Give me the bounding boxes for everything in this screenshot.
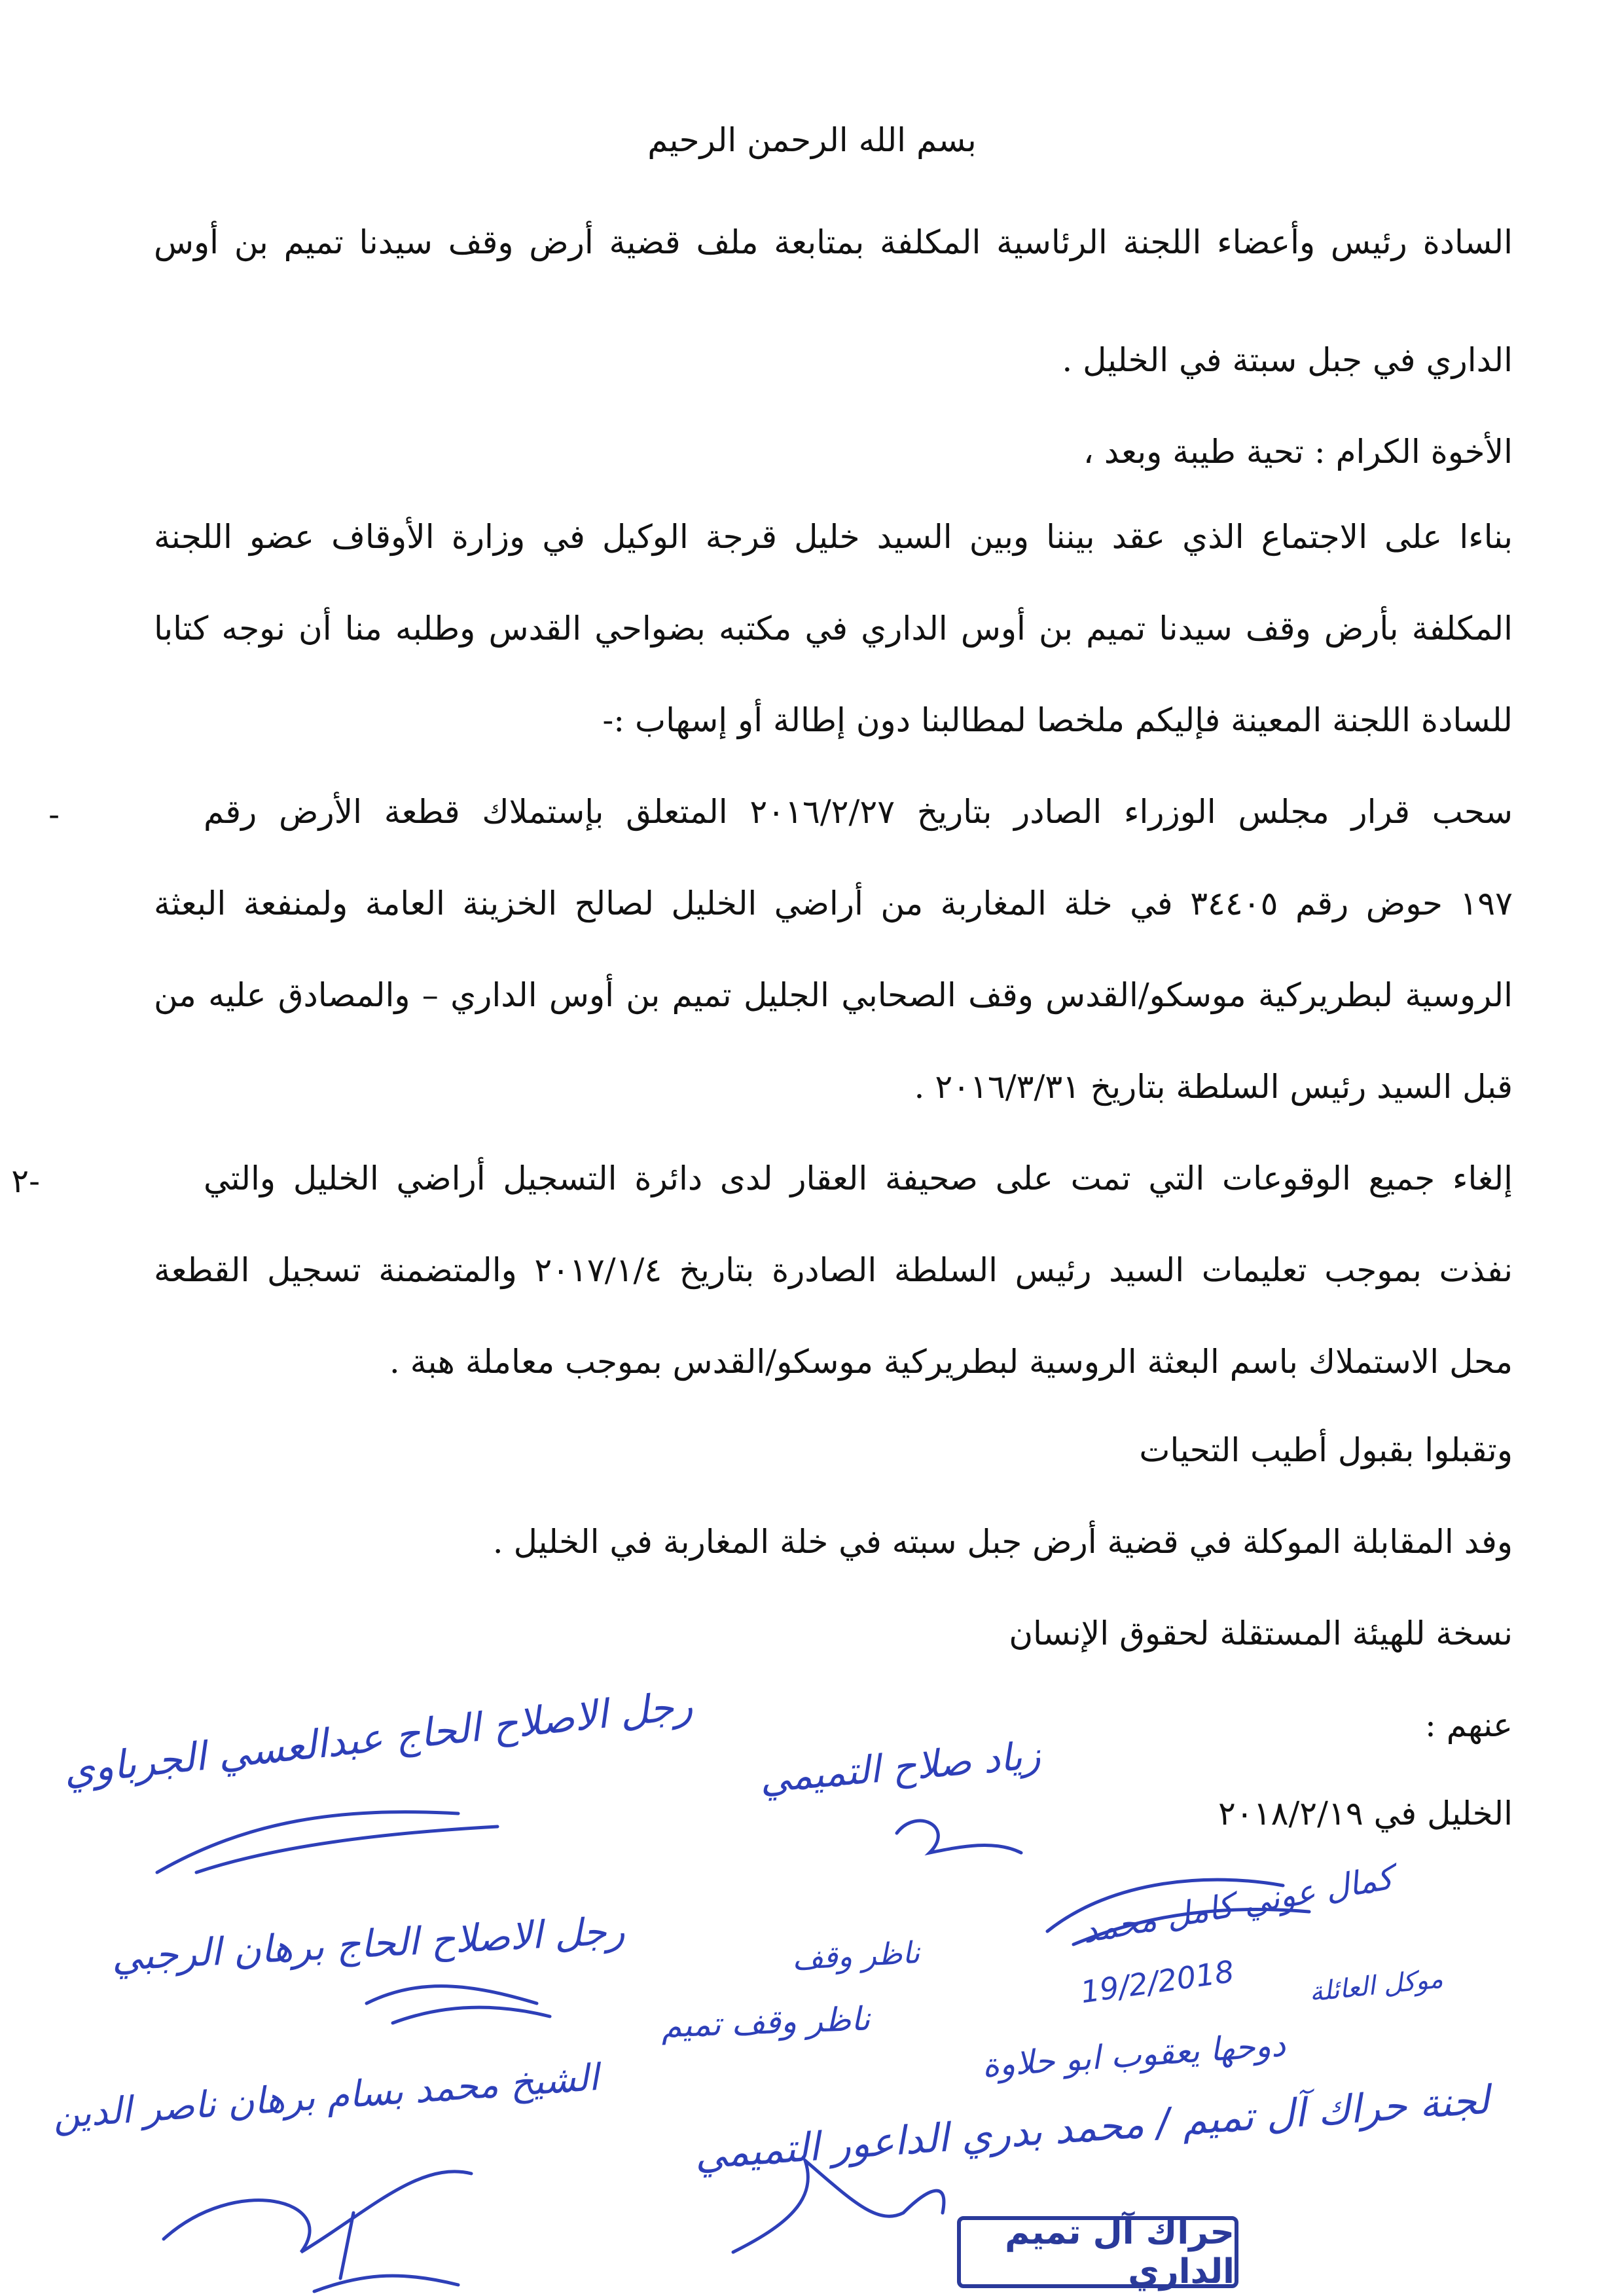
signature-name-5: ناظر وقف [791,1934,921,1977]
signature-name-2: رجل الاصلاح الحاج برهان الرجبي [110,1908,626,1980]
demand-1-line-2: ١٩٧ حوض رقم ٣٤٤٠٥ في خلة المغاربة من أراضي الخليل لصالح الخزينة العامة ولمنفعة البعثة [154,884,1513,922]
signature-name-1: رجل الاصلاح الحاج عبدالعسي الجرباوي [61,1682,695,1795]
signature-name-7: كمال عوني كامل محمد [1079,1858,1396,1951]
demand-1-line-1 [154,793,1513,831]
demand-2-line-3: محل الاستملاك باسم البعثة الروسية لبطريركية موسكو/القدس بموجب معاملة هبة . [389,1343,1513,1381]
demand-1-text: سحب قرار مجلس الوزراء الصادر بتاريخ ٢٠١٦/٢/٢٧ المتعلق بإستملاك قطعة الأرض رقم [204,793,1513,831]
copy-to: نسخة للهيئة المستقلة لحقوق الإنسان [1009,1614,1513,1652]
body-line-1: بناءا على الاجتماع الذي عقد بيننا وبين السيد خليل قرجة الوكيل في وزارة الأوقاف عضو اللجنة [154,518,1513,556]
demand-1-line-3: الروسية لبطريركية موسكو/القدس وقف الصحابي الجليل تميم بن أوس الداري – والمصادق عليه من [154,976,1513,1014]
basmala: بسم الله الرحمن الرحيم [647,121,977,159]
bullet-2-marker: ٢- [11,1162,40,1200]
signature-name-6: ناظر وقف تميم [660,1999,871,2045]
delegation: وفد المقابلة الموكلة في قضية أرض جبل سبته في خلة المغاربة في الخليل . [492,1523,1513,1561]
bullet-1-marker: - [48,795,60,833]
greeting: الأخوة الكرام : تحية طيبة وبعد ، [1083,433,1513,471]
demand-1-line-4: قبل السيد رئيس السلطة بتاريخ ٢٠١٦/٣/٣١ . [914,1068,1513,1106]
body-line-3: للسادة اللجنة المعينة فإليكم ملخصا لمطالبنا دون إطالة أو إسهاب :- [602,701,1513,739]
signature-date: 19/2/2018 [1078,1953,1236,2011]
signature-role: موكل العائلة [1308,1963,1445,2008]
recipient-line-1: السادة رئيس وأعضاء اللجنة الرئاسية المكلفة بمتابعة ملف قضية أرض وقف سيدنا تميم بن أوس [154,223,1513,261]
signature-name-8: دوحها يعقوب ابو حلاوة [981,2025,1287,2085]
on-behalf: عنهم : [1425,1706,1513,1744]
body-line-2: المكلفة بأرض وقف سيدنا تميم بن أوس الداري في مكتبه بضواحي القدس وطلبه منا أن نوجه كتابا [154,610,1513,647]
demand-2-line-1 [154,1159,1513,1197]
demand-2-line-2: نفذت بموجب تعليمات السيد رئيس السلطة الصادرة بتاريخ ٢٠١٧/١/٤ والمتضمنة تسجيل القطعة [154,1251,1513,1289]
signature-name-3: الشيخ محمد بسام برهان ناصر الدين [51,2056,600,2138]
closing: وتقبلوا بقبول أطيب التحيات [1139,1431,1513,1469]
demand-2-text: إلغاء جميع الوقوعات التي تمت على صحيفة العقار لدى دائرة التسجيل أراضي الخليل والتي [204,1159,1513,1197]
organization-stamp: حراك آل تميم الداري [957,2216,1238,2288]
signature-name-9: لجنة حراك آل تميم / محمد بدري الداعور التميمي [693,2077,1491,2179]
recipient-line-2: الداري في جبل سبتة في الخليل . [1062,341,1513,379]
signature-name-4: زياد صلاح التميمي [757,1732,1043,1802]
place-date: الخليل في ٢٠١٨/٢/١٩ [1218,1795,1513,1832]
